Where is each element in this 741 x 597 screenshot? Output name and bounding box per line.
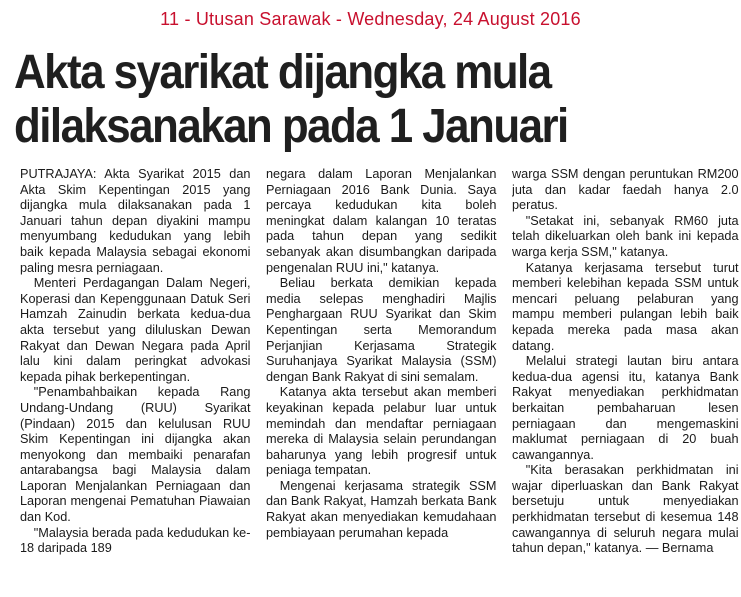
paragraph: warga SSM dengan peruntukan RM200 juta dan kadar faedah hanya 2.0 peratus. — [512, 166, 739, 213]
paragraph: Beliau berkata demikian kepada media selepas menghadiri Majlis Penghargaan RUU Syarikat dan Skim Kepentingan serta Memorandum Perjanjian Kerjasama Strategik Suruhanjaya Syarikat Malaysia (SSM) dengan Bank Rakyat di sini semalam. — [266, 275, 497, 384]
paragraph: negara dalam Laporan Menjalankan Perniagaan 2016 Bank Dunia. Saya percaya kedudukan kita boleh meningkat dalam kalangan 10 teratas pada tahun depan yang sedikit sebanyak akan disumbangkan daripada pengenalan RUU ini," katanya. — [266, 166, 497, 275]
paragraph: "Setakat ini, sebanyak RM60 juta telah dikeluarkan oleh bank ini kepada warga kerja SSM," katanya. — [512, 212, 739, 259]
paragraph: Katanya kerjasama tersebut turut memberi kelebihan kepada SSM untuk mencari peluang pelaburan yang mampu memberi pulangan lebih baik kepada mereka pada masa akan datang. — [512, 259, 739, 353]
article-column-1 — [20, 166, 254, 594]
headline-line-2: dilaksanakan pada 1 Januari — [14, 100, 568, 153]
paragraph: PUTRAJAYA: Akta Syarikat 2015 dan Akta Skim Kepentingan 2015 yang dijangka mula dilaksanakan pada 1 Januari tahun depan diyakini mampu menyumbang kedudukan yang lebih baik kepada Malaysia sebagai ekonomi paling mesra perniagaan. — [20, 166, 251, 275]
paragraph: "Kita berasakan perkhidmatan ini wajar diperluaskan dan Bank Rakyat bersetuju untuk menyediakan perkhidmatan tersebut di kesemua 148 cawangannya di seluruh negara mulai tahun depan," katanya. — Bernama — [512, 462, 739, 556]
article-column-3 — [512, 166, 741, 594]
article-body — [20, 166, 739, 594]
article-column-2 — [266, 166, 500, 594]
paragraph: "Malaysia berada pada kedudukan ke-18 daripada 189 — [20, 524, 251, 556]
paragraph: Mengenai kerjasama strategik SSM dan Bank Rakyat, Hamzah berkata Bank Rakyat akan menyediakan kemudahaan pembiayaan perumahan kepada — [266, 477, 497, 540]
headline — [14, 46, 734, 154]
dateline: 11 - Utusan Sarawak - Wednesday, 24 August 2016 — [160, 9, 581, 29]
paragraph: "Penambahbaikan kepada Rang Undang-Undang (RUU) Syarikat (Pindaan) 2015 dan kelulusan RUU Skim Kepentingan ini dijangka akan menyokong dan membaiki penarafan antarabangsa bagi Malaysia dalam Laporan Menjalankan Perniagaan dan Laporan mengenai Pematuhan Piawaian dan Kod. — [20, 384, 251, 525]
headline-line-1: Akta syarikat dijangka mula — [14, 46, 551, 99]
paragraph: Menteri Perdagangan Dalam Negeri, Koperasi dan Kepenggunaan Datuk Seri Hamzah Zainudin berkata kedua-dua akta tersebut yang diluluskan Dewan Rakyat dan Dewan Negara pada April lalu kini dalam peringkat advokasi kepada pihak berkepentingan. — [20, 275, 251, 384]
paragraph: Melalui strategi lautan biru antara kedua-dua agensi itu, katanya Bank Rakyat menyediakan perkhidmatan berkaitan pembaharuan lesen perniagaan dan mengemaskini maklumat perniagaan di 20 buah cawangannya. — [512, 353, 739, 462]
paragraph: Katanya akta tersebut akan memberi keyakinan kepada pelabur luar untuk memindah dan mendaftar perniagaan mereka di Malaysia selain perundangan baharunya yang lebih progresif untuk peniaga tempatan. — [266, 384, 497, 478]
